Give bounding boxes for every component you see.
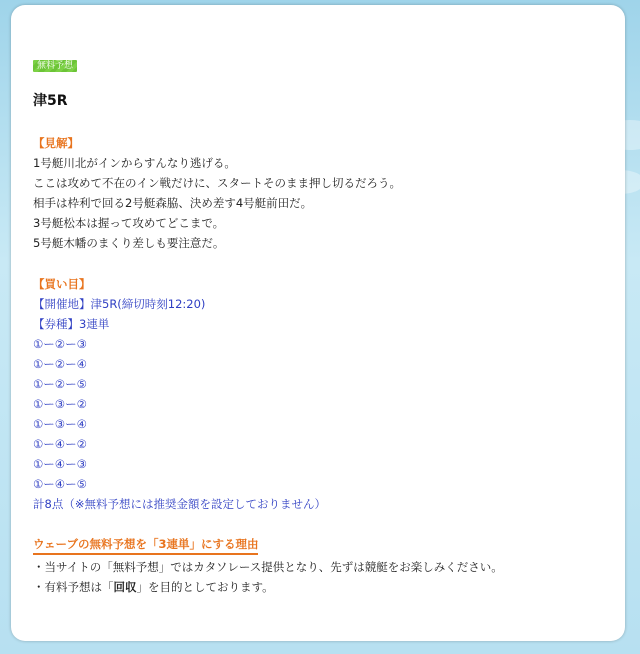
combination-item: ①ー④ー②	[33, 437, 87, 451]
article-body	[33, 57, 613, 597]
reason-line-emphasis: 回収	[113, 580, 137, 594]
analysis-line: 5号艇木幡のまくり差しも要注意だ。	[33, 236, 225, 250]
content-card	[11, 5, 625, 641]
reason-line	[33, 577, 613, 597]
reason-title: ウェーブの無料予想を「3連単」にする理由	[33, 535, 258, 555]
picks-heading: 【買い目】	[33, 277, 91, 291]
free-prediction-badge: 無料予想	[33, 60, 77, 72]
combination-item: ①ー②ー④	[33, 357, 87, 371]
reason-line-suffix: 」を目的としております。	[136, 580, 274, 594]
combination-item: ①ー②ー⑤	[33, 377, 87, 391]
analysis-line: ここは攻めて不在のイン戦だけに、スタートそのまま押し切るだろう。	[33, 176, 401, 190]
total-count: 計8点（※無料予想には推奨金額を設定しておりません）	[33, 497, 326, 511]
venue-info: 【開催地】津5R(締切時刻12:20)	[33, 297, 206, 311]
reason-title-wrap	[33, 535, 613, 557]
combination-item: ①ー③ー④	[33, 417, 87, 431]
analysis-line: 相手は枠利で回る2号艇森脇、決め差す4号艇前田だ。	[33, 196, 313, 210]
analysis-heading: 【見解】	[33, 136, 79, 150]
combination-item: ①ー③ー②	[33, 397, 87, 411]
combination-item: ①ー②ー③	[33, 337, 87, 351]
ticket-type: 【券種】3連単	[33, 317, 110, 331]
reason-line: ・当サイトの「無料予想」ではカタソレース提供となり、先ずは競艇をお楽しみください。	[33, 560, 503, 574]
race-title: 津5R	[33, 93, 68, 109]
combination-item: ①ー④ー⑤	[33, 477, 87, 491]
combination-item: ①ー④ー③	[33, 457, 87, 471]
reason-line-prefix: ・有料予想は「	[33, 580, 114, 594]
analysis-line: 3号艇松本は握って攻めてどこまで。	[33, 216, 225, 230]
analysis-line: 1号艇川北がインからすんなり逃げる。	[33, 156, 236, 170]
